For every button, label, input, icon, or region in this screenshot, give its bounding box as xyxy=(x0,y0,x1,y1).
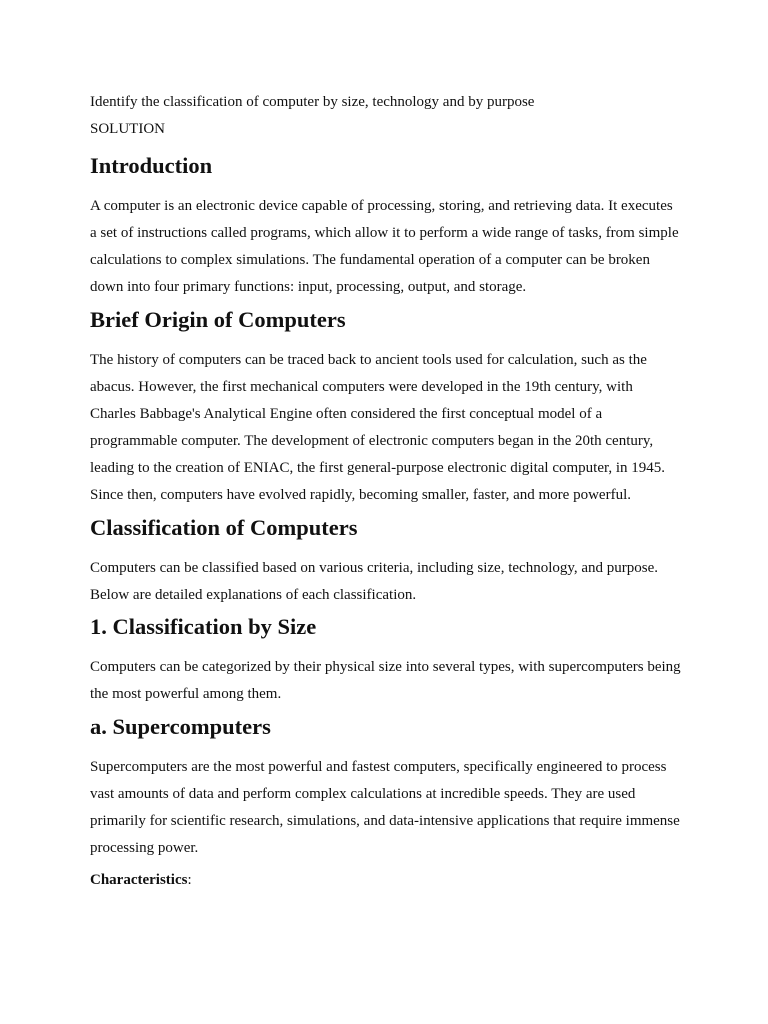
section-classification-by-size xyxy=(90,614,682,708)
section-heading: Brief Origin of Computers xyxy=(90,307,346,332)
section-supercomputers xyxy=(90,714,682,862)
characteristics-line xyxy=(90,871,682,889)
section-paragraph: The history of computers can be traced back to ancient tools used for calculation, such as the abacus. However, the first mechanical computers were developed in the 19th century, with Charles Babbage's Analytical Engine often considered the first conceptual model of a programmable computer. The development of electronic computers began in the 20th century, leading to the creation of ENIAC, the first general-purpose electronic digital computer, in 1945. Since then, computers have evolved rapidly, becoming smaller, faster, and more powerful. xyxy=(90,352,666,503)
section-heading: a. Supercomputers xyxy=(90,714,271,739)
section-introduction xyxy=(90,153,682,301)
document-page xyxy=(90,93,682,889)
section-paragraph: Supercomputers are the most powerful and fastest computers, specifically engineered to process vast amounts of data and perform complex calculations at incredible speeds. They are used primarily for scientific research, simulations, and data-intensive applications that require immense processing power. xyxy=(90,759,680,856)
document-title: Identify the classification of computer by size, technology and by purpose xyxy=(90,94,535,110)
section-heading: Introduction xyxy=(90,153,213,178)
section-classification xyxy=(90,515,682,609)
section-heading: 1. Classification by Size xyxy=(90,614,317,639)
section-paragraph: A computer is an electronic device capable of processing, storing, and retrieving data. It executes a set of instructions called programs, which allow it to perform a wide range of tasks, from simple calculations to complex simulations. The fundamental operation of a computer can be broken down into four primary functions: input, processing, output, and storage. xyxy=(90,198,679,295)
section-heading: Classification of Computers xyxy=(90,515,358,540)
characteristics-colon: : xyxy=(187,872,192,888)
characteristics-label: Characteristics xyxy=(90,872,188,888)
section-paragraph: Computers can be classified based on various criteria, including size, technology, and purpose. Below are detailed explanations of each classification. xyxy=(90,560,659,603)
solution-label: SOLUTION xyxy=(90,121,165,137)
section-paragraph: Computers can be categorized by their physical size into several types, with supercomputers being the most powerful among them. xyxy=(90,659,681,702)
section-brief-origin xyxy=(90,307,682,509)
